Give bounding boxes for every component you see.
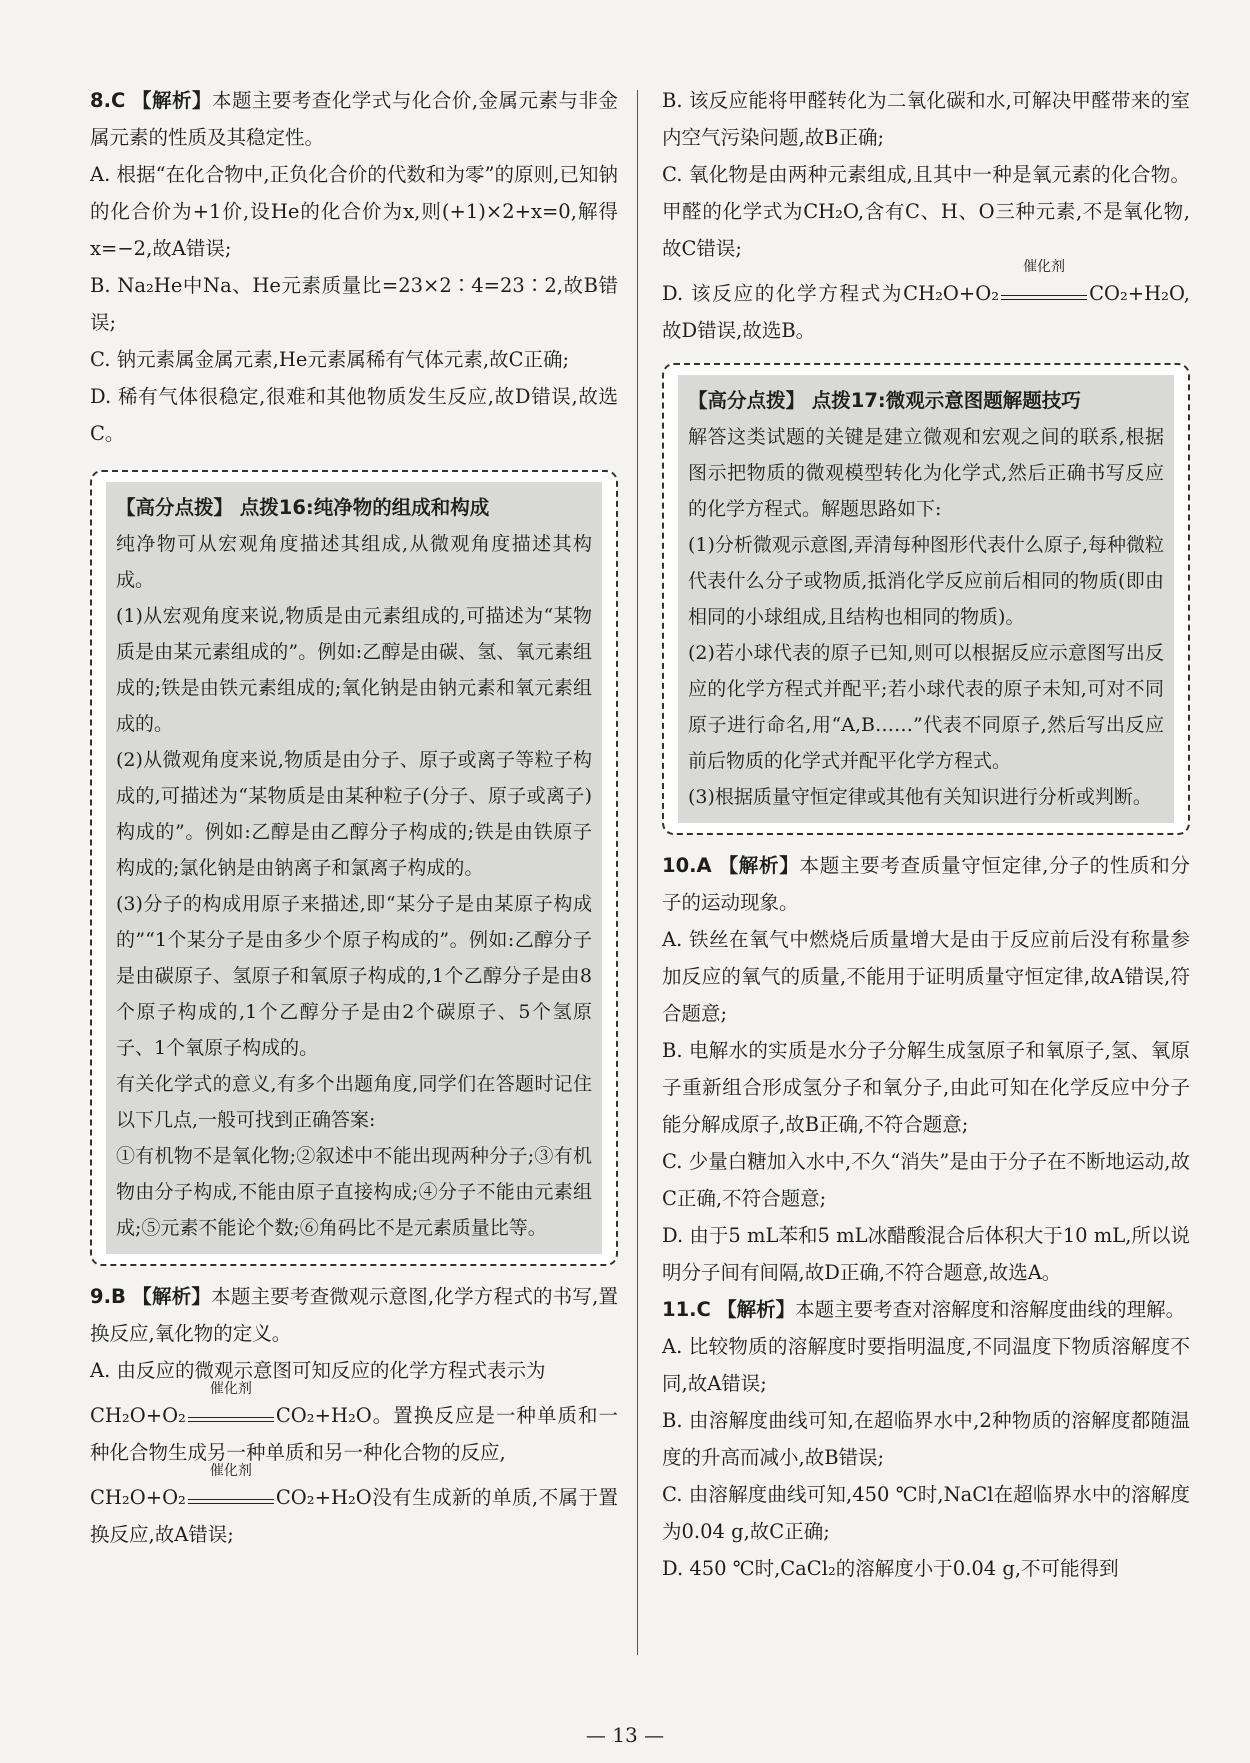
q10-intro: 本题主要考查质量守恒定律,分子的性质和分子的运动现象。	[662, 854, 1191, 914]
catalyst-arrow	[188, 1381, 274, 1422]
q9-intro: 本题主要考查微观示意图,化学方程式的书写,置换反应,氧化物的定义。	[90, 1285, 618, 1345]
q9-option-c: C. 氧化物是由两种元素组成,且其中一种是氧元素的化合物。甲醛的化学式为CH₂O,含有C、H、O三种元素,不是氧化物,故C错误;	[662, 163, 1190, 260]
q9-option-d	[662, 259, 1190, 349]
q11-intro: 本题主要考查对溶解度和溶解度曲线的理解。	[795, 1298, 1186, 1321]
q11-option-a: A. 比较物质的溶解度时要指明温度,不同温度下物质溶解度不同,故A错误;	[662, 1335, 1190, 1395]
q8-option-d: D. 稀有气体很稳定,很难和其他物质发生反应,故D错误,故选C。	[90, 385, 618, 445]
q11-option-d: D. 450 ℃时,CaCl₂的溶解度小于0.04 g,不可能得到	[662, 1557, 1119, 1580]
q8-analysis-tag: 【解析】	[132, 89, 212, 112]
q11-option-b: B. 由溶解度曲线可知,在超临界水中,2种物质的溶解度都随温度的升高而减小,故B错误;	[662, 1409, 1190, 1469]
catalyst-label: 催化剂	[209, 1381, 252, 1397]
catalyst-arrow	[1001, 259, 1087, 300]
question-8	[90, 82, 618, 452]
column-divider	[637, 90, 638, 1655]
page-number: — 13 —	[585, 1723, 665, 1747]
q9-number: 9.	[90, 1285, 111, 1308]
q8-answer: C	[110, 89, 126, 112]
q8-option-b: B. Na₂He中Na、He元素质量比=23×2∶4=23∶2,故B错误;	[90, 274, 618, 334]
q8-intro: 本题主要考查化学式与化合价,金属元素与非金属元素的性质及其稳定性。	[90, 89, 618, 149]
tip16-line: (3)分子的构成用原子来描述,即“某分子是由某原子构成的”“1个某分子是由多少个原子构成的”。例如:乙醇分子是由碳原子、氢原子和氧原子构成的,1个乙醇分子是由8个原子构成的,1个乙醇分子是由2个碳原子、5个氢原子、1个氧原子构成的。	[116, 893, 592, 1059]
tip17-title: 【高分点拨】 点拨17:微观示意图题解题技巧	[688, 389, 1081, 412]
q11-answer: C	[696, 1298, 711, 1321]
right-column	[662, 82, 1190, 1587]
q9-option-b: B. 该反应能将甲醛转化为二氧化碳和水,可解决甲醛带来的室内空气污染问题,故B正确;	[662, 89, 1190, 149]
q11-option-c: C. 由溶解度曲线可知,450 ℃时,NaCl在超临界水中的溶解度为0.04 g,故C正确;	[662, 1483, 1190, 1543]
q9-analysis-tag: 【解析】	[132, 1285, 212, 1308]
q10-analysis-tag: 【解析】	[718, 854, 800, 877]
q11-number: 11.	[662, 1298, 697, 1321]
q10-answer: A	[696, 854, 712, 877]
tip17-line: (2)若小球代表的原子已知,则可以根据反应示意图写出反应的化学方程式并配平;若小球代表的原子未知,可对不同原子进行命名,用“A,B……”代表不同原子,然后写出反应前后物质的化学式并配平化学方程式。	[688, 642, 1164, 772]
q9-equation-2	[90, 1463, 618, 1553]
q10-option-b: B. 电解水的实质是水分子分解生成氢原子和氧原子,氢、氧原子重新组合形成氢分子和氧分子,由此可知在化学反应中分子能分解成原子,故B正确,不符合题意;	[662, 1039, 1190, 1136]
q11-analysis-tag: 【解析】	[717, 1298, 796, 1321]
tip17-line: 解答这类试题的关键是建立微观和宏观之间的联系,根据图示把物质的微观模型转化为化学式,然后正确书写反应的化学方程式。解题思路如下:	[688, 426, 1164, 520]
tip17-line: (1)分析微观示意图,弄清每种图形代表什么原子,每种微粒代表什么分子或物质,抵消化学反应前后相同的物质(即由相同的小球组成,且结构也相同的物质)。	[688, 534, 1164, 628]
tip16-line: 纯净物可从宏观角度描述其组成,从微观角度描述其构成。	[116, 533, 592, 591]
catalyst-label: 催化剂	[209, 1463, 252, 1479]
eq-right-2: CO₂+H₂O没有生成新的单质,不属于置换反应,故A错误;	[90, 1486, 618, 1546]
eq-right-1: CO₂+H₂O。置换反应是一种单质和一种化合物生成另一种单质和另一种化合物的反应,	[90, 1404, 618, 1464]
q9-equation-1	[90, 1381, 618, 1471]
q9-option-a-lead: A. 由反应的微观示意图可知反应的化学方程式表示为	[90, 1359, 546, 1382]
left-column	[90, 82, 618, 1553]
q10-option-c: C. 少量白糖加入水中,不久“消失”是由于分子在不断地运动,故C正确,不符合题意;	[662, 1150, 1190, 1210]
question-9	[90, 1278, 618, 1553]
tip16-line: (2)从微观角度来说,物质是由分子、原子或离子等粒子构成的,可描述为“某物质是由某种粒子(分子、原子或离子)构成的”。例如:乙醇是由乙醇分子构成的;铁是由铁原子构成的;氯化钠是由钠离子和氯离子构成的。	[116, 749, 592, 879]
q8-option-c: C. 钠元素属金属元素,He元素属稀有气体元素,故C正确;	[90, 348, 570, 371]
question-10	[662, 847, 1190, 1291]
tip-box-17	[662, 363, 1190, 835]
q10-option-d: D. 由于5 mL苯和5 mL冰醋酸混合后体积大于10 mL,所以说明分子间有间隔,故D正确,不符合题意,故选A。	[662, 1224, 1190, 1284]
tip-box-16	[90, 470, 618, 1266]
tip17-line: (3)根据质量守恒定律或其他有关知识进行分析或判断。	[688, 786, 1152, 808]
tip16-line: 有关化学式的意义,有多个出题角度,同学们在答题时记住以下几点,一般可找到正确答案:	[116, 1073, 592, 1131]
q9-d-post: CO₂+H₂O,故D错误,故选B。	[662, 282, 1190, 342]
tip16-line: (1)从宏观角度来说,物质是由元素组成的,可描述为“某物质是由某元素组成的”。例如:乙醇是由碳、氢、氧元素组成的;铁是由铁元素组成的;氧化钠是由钠元素和氧元素组成的。	[116, 605, 592, 735]
q10-number: 10.	[662, 854, 697, 877]
eq-left: CH₂O+O₂	[90, 1486, 186, 1509]
tip16-title: 【高分点拨】 点拨16:纯净物的组成和构成	[116, 496, 490, 519]
q9-d-pre: D. 该反应的化学方程式为CH₂O+O₂	[662, 282, 1000, 305]
eq-left: CH₂O+O₂	[90, 1404, 186, 1427]
catalyst-label: 催化剂	[1023, 259, 1066, 275]
catalyst-arrow	[188, 1463, 274, 1504]
question-11	[662, 1291, 1190, 1587]
q8-option-a: A. 根据“在化合物中,正负化合价的代数和为零”的原则,已知钠的化合价为+1价,设He的化合价为x,则(+1)×2+x=0,解得x=−2,故A错误;	[90, 163, 618, 260]
tip16-line: ①有机物不是氧化物;②叙述中不能出现两种分子;③有机物由分子构成,不能由原子直接构成;④分子不能由元素组成;⑤元素不能论个数;⑥角码比不是元素质量比等。	[116, 1145, 592, 1239]
q8-number: 8.	[90, 89, 111, 112]
q9-answer: B	[110, 1285, 126, 1308]
q10-option-a: A. 铁丝在氧气中燃烧后质量增大是由于反应前后没有称量参加反应的氧气的质量,不能用于证明质量守恒定律,故A错误,符合题意;	[662, 928, 1190, 1025]
